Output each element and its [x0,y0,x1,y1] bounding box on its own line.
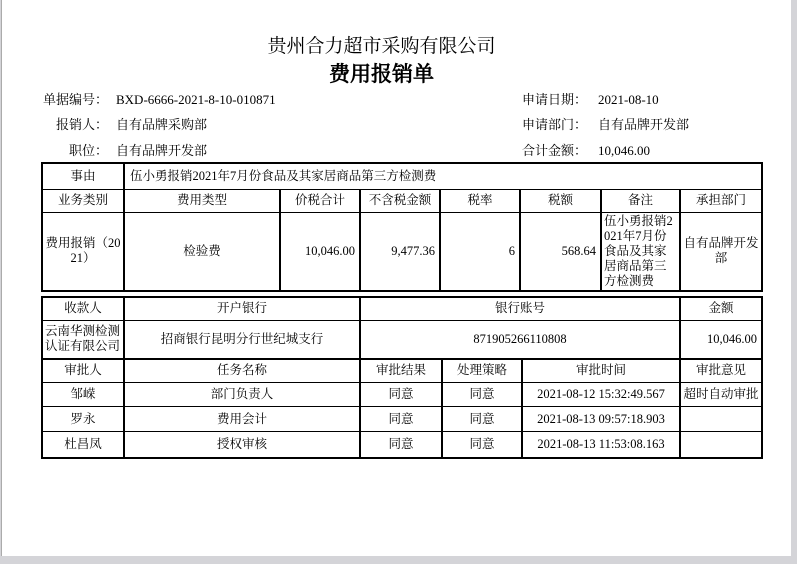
header-task-name: 任务名称 [124,359,360,383]
approval-header-row [42,359,762,383]
header-remark: 备注 [601,189,680,212]
cell-tax-rate: 6 [440,212,520,291]
approval-table [41,358,763,459]
cell-amount: 10,046.00 [680,321,762,358]
cell-task-name: 授权审核 [124,432,360,458]
cell-approver: 罗永 [42,407,124,432]
header-approver: 审批人 [42,359,124,383]
reason-row [42,163,762,189]
reason-value-cell: 伍小勇报销2021年7月份食品及其家居商品第三方检测费 [124,163,762,189]
cell-approval-time: 2021-08-12 15:32:49.567 [522,383,680,407]
cell-handling-strategy: 同意 [442,432,522,458]
cell-payee: 云南华测检测认证有限公司 [42,321,124,358]
payee-data-row [42,321,762,358]
cell-bank: 招商银行昆明分行世纪城支行 [124,321,360,358]
apply-date-label: 申请日期： [521,92,587,107]
document-number-value: BXD-6666-2021-8-10-010871 [116,92,276,107]
document-number-label: 单据编号： [42,92,108,107]
expense-header-row [42,189,762,212]
cell-bearing-department: 自有品牌开发部 [680,212,762,291]
cell-approval-time: 2021-08-13 11:53:08.163 [522,432,680,458]
company-title: 贵州合力超市采购有限公司 [267,36,496,57]
header-amount-without-tax: 不含税金额 [360,189,440,212]
header-approval-opinion: 审批意见 [680,359,762,383]
header-tax-amount: 税额 [520,189,601,212]
cell-tax-amount: 568.64 [520,212,601,291]
expense-table [41,162,763,292]
total-amount-value: 10,046.00 [598,143,650,158]
cell-approver: 杜昌凤 [42,432,124,458]
position-label: 职位： [68,143,108,158]
cell-task-name: 费用会计 [124,407,360,432]
expense-data-row [42,212,762,291]
header-bearing-department: 承担部门 [680,189,762,212]
cell-handling-strategy: 同意 [442,383,522,407]
cell-amount-without-tax: 9,477.36 [360,212,440,291]
payee-table [41,296,763,358]
cell-approval-result: 同意 [360,432,442,458]
cell-business-category: 费用报销（2021） [42,212,124,291]
header-amount-with-tax: 价税合计 [280,189,360,212]
header-amount: 金额 [680,297,762,321]
approval-row [42,407,762,432]
header-business-category: 业务类别 [42,189,124,212]
header-bank-account: 银行账号 [360,297,680,321]
form-tables [41,162,763,459]
header-tax-rate: 税率 [440,189,520,212]
cell-approval-opinion: 超时自动审批 [680,383,762,407]
cell-approval-result: 同意 [360,407,442,432]
header-payee: 收款人 [42,297,124,321]
cell-task-name: 部门负责人 [124,383,360,407]
apply-department-value: 自有品牌开发部 [598,117,690,132]
apply-department-label: 申请部门： [521,117,587,132]
header-approval-time: 审批时间 [522,359,680,383]
cell-handling-strategy: 同意 [442,407,522,432]
header-handling-strategy: 处理策略 [442,359,522,383]
cell-approver: 邹嵘 [42,383,124,407]
document-page [1,0,791,556]
cell-expense-type: 检验费 [124,212,280,291]
cell-approval-time: 2021-08-13 09:57:18.903 [522,407,680,432]
cell-approval-result: 同意 [360,383,442,407]
cell-amount-with-tax: 10,046.00 [280,212,360,291]
header-approval-result: 审批结果 [360,359,442,383]
approval-row [42,383,762,407]
apply-date-value: 2021-08-10 [598,92,659,107]
header-expense-type: 费用类型 [124,189,280,212]
claimant-value: 自有品牌采购部 [116,117,208,132]
cell-approval-opinion [680,407,762,432]
total-amount-label: 合计金额： [521,143,587,158]
position-value: 自有品牌开发部 [116,143,208,158]
payee-header-row [42,297,762,321]
cell-approval-opinion [680,432,762,458]
cell-bank-account: 871905266110808 [360,321,680,358]
form-title: 费用报销单 [329,62,434,86]
cell-remark: 伍小勇报销2021年7月份食品及其家居商品第三方检测费 [601,212,680,291]
header-bank: 开户银行 [124,297,360,321]
approval-row [42,432,762,458]
claimant-label: 报销人： [55,117,108,132]
reason-label-cell: 事由 [42,163,124,189]
